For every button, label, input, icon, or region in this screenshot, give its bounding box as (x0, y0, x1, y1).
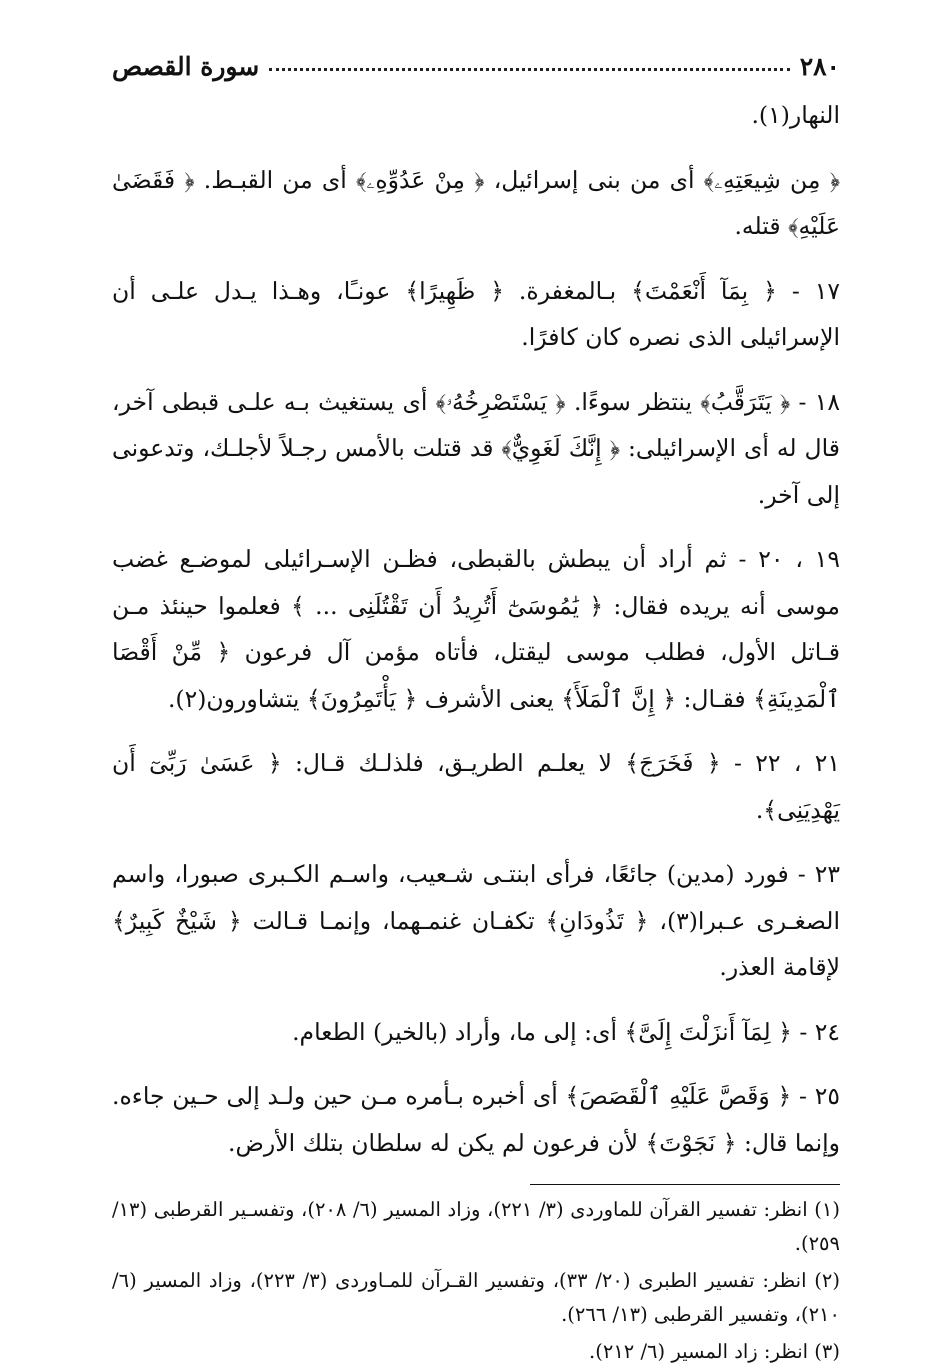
page-number: ٢٨٠ (799, 52, 840, 81)
paragraph: ١٧ - ﴿ بِمَآ أَنْعَمْتَ﴾ بـالمغفرة. ﴿ ظَهِيرًا﴾ عونـًا، وهـذا يـدل علـى أن الإسرائيلى الذى نصره كان كافرًا. (112, 276, 840, 351)
paragraph: ٢١ ، ٢٢ - ﴿ فَخَرَجَ﴾ لا يعلـم الطريـق، فلذلـك قـال: ﴿ عَسَىٰ رَبِّىٓ أَن يَهْدِيَنِى﴾. (112, 749, 841, 824)
paragraph: ٢٤ - ﴿ لِمَآ أَنزَلْتَ إِلَىَّ﴾ أى: إلى ما، وأراد (بالخير) الطعام. (292, 1017, 840, 1046)
paragraph: ٢٣ - فورد (مدين) جائعًا، فرأى ابنتـى شـعيب، واسـم الكـبرى صبورا، واسم الصغـرى عـبرا(٣)، ﴿ تَذُودَانِ﴾ تكفـان غنمـهما، وإنمـا قـالت ﴿ شَيْخٌ كَبِيرٌ﴾ لإقامة العذر. (112, 860, 840, 981)
footnote: (٢) انظر: تفسير الطبرى (٢٠/ ٣٣)، وتفسير القـرآن للمـاوردى (٣/ ٢٢٣)، وزاد المسير (٦/ ٢١٠)، وتفسير القرطبى (١٣/ ٢٦٦). (112, 1269, 840, 1326)
paragraph: النهار(١). (751, 101, 840, 129)
page-header (112, 44, 840, 90)
paragraph: ٢٥ - ﴿ وَقَصَّ عَلَيْهِ ٱلْقَصَصَ﴾ أى أخبره بـأمره مـن حين ولـد إلى حـين جاءه. وإنما قال: ﴿ نَجَوْتَ﴾ لأن فرعون لم يكن له سلطان بتلك الأرض. (112, 1082, 840, 1157)
footnote-separator (530, 1184, 840, 1185)
commentary-body (112, 92, 840, 1166)
footnote: (١) انظر: تفسير القرآن للماوردى (٣/ ٢٢١)، وزاد المسير (٦/ ٢٠٨)، وتفسـير القرطبى (١٣/ ٢٥٩). (112, 1198, 840, 1255)
header-dotted-leader (269, 68, 789, 71)
paragraph: ١٨ - ﴿ يَتَرَقَّبُ﴾ ينتظر سوءًا. ﴿ يَسْتَصْرِخُهُۥ﴾ أى يستغيث بـه علـى قبطى آخر، قال له أى الإسرائيلى: ﴿ إِنَّكَ لَغَوِيٌّ﴾ قد قتلت بالأمس رجـلاً لأجلـك، وتدعونى إلى آخر. (112, 387, 840, 509)
paragraph: ﴿ مِن شِيعَتِهِۦ﴾ أى من بنى إسرائيل، ﴿ مِنْ عَدُوِّهِۦ﴾ أى من القبـط. ﴿ فَقَضَىٰ عَلَيْهِ﴾ قتله. (112, 165, 840, 240)
surah-title: سورة القصص (112, 52, 260, 81)
footnote: (٣) انظر: زاد المسير (٦/ ٢١٢). (589, 1340, 840, 1363)
paragraph: ١٩ ، ٢٠ - ثم أراد أن يبطش بالقبطى، فظـن الإسـرائيلى لموضـع غضب موسى أنه يريده فقال: ﴿ يَٰمُوسَىٰٓ أَتُرِيدُ أَن تَقْتُلَنِى ... ﴾ فعلموا حينئذ مـن قـاتل الأول، فطلب موسى ليقتل، فأتاه مؤمن آل فرعون ﴿ مِّنْ أَقْصَا ٱلْمَدِينَةِ﴾ فقـال: ﴿ إِنَّ ٱلْمَلَأَ﴾ يعنى الأشرف ﴿ يَأْتَمِرُونَ﴾ يتشاورون(٢). (112, 545, 840, 713)
footnotes (112, 1193, 840, 1369)
book-page (112, 44, 840, 1372)
